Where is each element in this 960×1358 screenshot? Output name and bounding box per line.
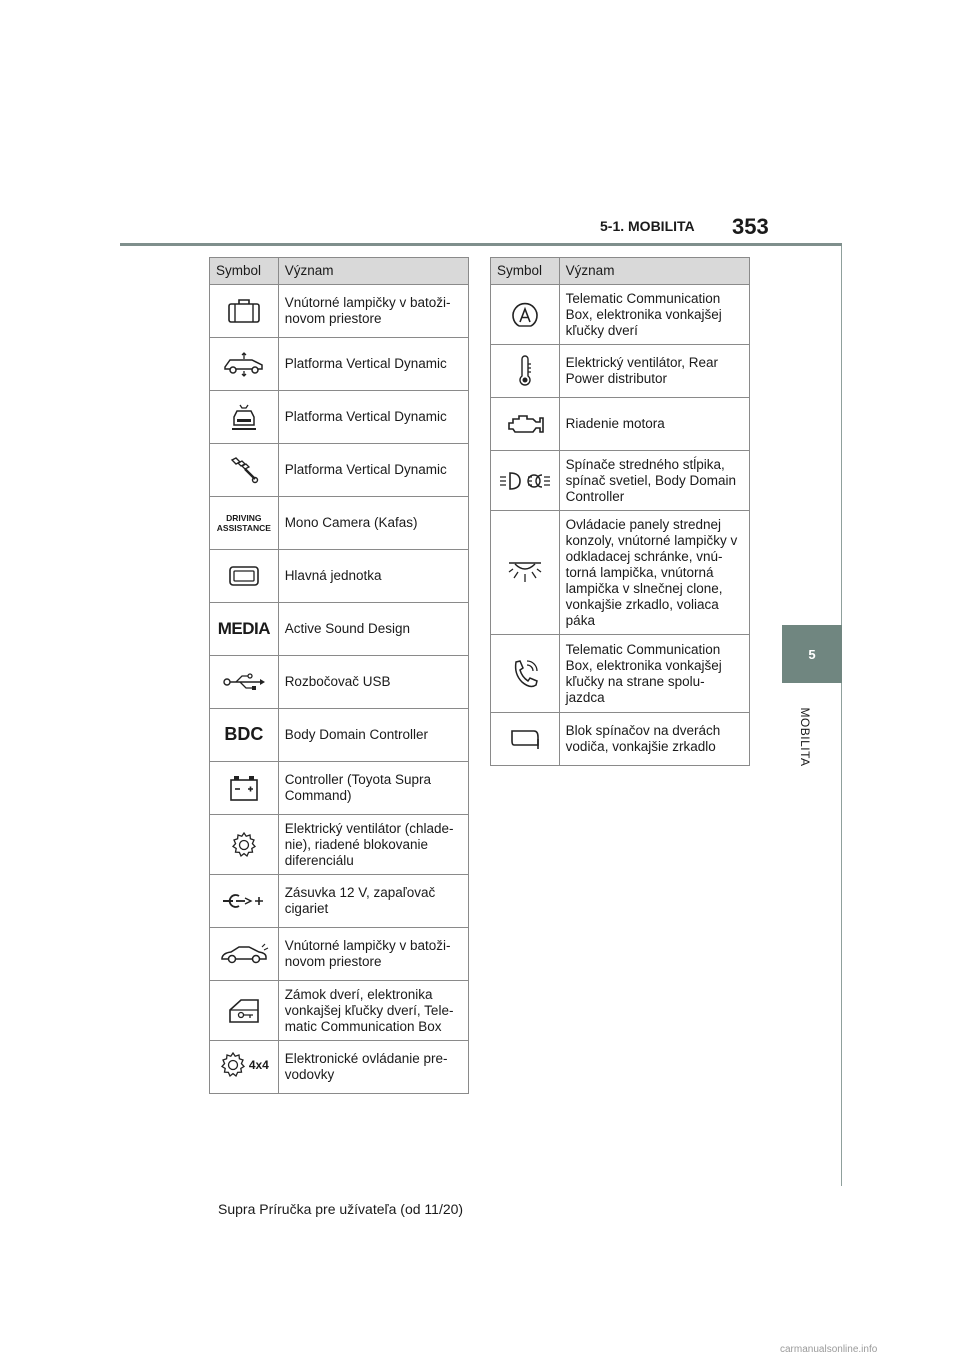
- symbol-table-left: [209, 257, 469, 1094]
- luggage-icon: [214, 298, 274, 324]
- display-unit-icon: [214, 565, 274, 587]
- meaning-cell: Zásuvka 12 V, zapaľovač cigariet: [278, 875, 468, 928]
- table-row: [210, 550, 469, 603]
- interior-light-icon: [495, 560, 555, 586]
- table-row: [210, 981, 469, 1041]
- table-row: [210, 285, 469, 338]
- table-row: [210, 875, 469, 928]
- side-tab-line: [841, 246, 842, 1186]
- table-row: [210, 338, 469, 391]
- meaning-cell: Platforma Vertical Dynamic: [278, 444, 468, 497]
- meaning-cell: Elektrický ventilátor (chlade-nie), riadené blokovanie diferenciálu: [278, 815, 468, 875]
- col-meaning-header: Význam: [278, 258, 468, 285]
- table-row: [491, 285, 750, 345]
- thermometer-icon: [495, 355, 555, 387]
- col-symbol-header: Symbol: [491, 258, 560, 285]
- col-meaning-header: Význam: [559, 258, 749, 285]
- table-row: [491, 511, 750, 635]
- table-header-row: [491, 258, 750, 285]
- door-key-icon: [214, 998, 274, 1024]
- table-row: [210, 656, 469, 709]
- meaning-cell: Platforma Vertical Dynamic: [278, 391, 468, 444]
- section-title: 5-1. MOBILITA: [600, 218, 695, 234]
- usb-icon: [214, 672, 274, 692]
- meaning-cell: Platforma Vertical Dynamic: [278, 338, 468, 391]
- table-header-row: [210, 258, 469, 285]
- meaning-cell: Telematic Communication Box, elektronika vonkajšej kľučky dverí: [559, 285, 749, 345]
- table-row: [491, 451, 750, 511]
- engine-icon: [495, 411, 555, 437]
- phone-icon: [495, 658, 555, 690]
- suv-height-icon: [214, 351, 274, 377]
- table-row: [210, 1041, 469, 1094]
- meaning-cell: Mono Camera (Kafas): [278, 497, 468, 550]
- meaning-cell: Ovládacie panely strednej konzoly, vnútorné lampičky v odkladacej schránke, vnú-torná lampička, vnútorná lampička v slnečnej clone, vonkajšie zrkadlo, voliaca páka: [559, 511, 749, 635]
- emergency-call-icon: [495, 300, 555, 330]
- driving-assistance-icon: DRIVING ASSISTANCE: [216, 513, 271, 533]
- chapter-tab[interactable]: 5: [782, 625, 842, 683]
- table-row: [491, 713, 750, 766]
- meaning-cell: Rozbočovač USB: [278, 656, 468, 709]
- table-row: [210, 815, 469, 875]
- table-row: [210, 709, 469, 762]
- table-row: [210, 444, 469, 497]
- sports-car-icon: [214, 942, 274, 966]
- mirror-switch-icon: [495, 727, 555, 751]
- meaning-cell: Spínače stredného stĺpika, spínač svetiel, Body Domain Controller: [559, 451, 749, 511]
- meaning-cell: Telematic Communication Box, elektronika vonkajšej kľučky na strane spolu-jazdca: [559, 635, 749, 713]
- table-row: [491, 635, 750, 713]
- meaning-cell: Active Sound Design: [278, 603, 468, 656]
- headlight-icon: [495, 470, 555, 492]
- table-row: [210, 603, 469, 656]
- car-front-damper-icon: [214, 402, 274, 432]
- watermark[interactable]: carmanualsonline.info: [780, 1344, 878, 1355]
- page-number: 353: [732, 214, 769, 239]
- chapter-label: MOBILITA: [798, 707, 812, 767]
- header-rule: [120, 243, 842, 246]
- gear-icon: [214, 831, 274, 859]
- meaning-cell: Elektrický ventilátor, Rear Power distributor: [559, 345, 749, 398]
- table-row: [210, 762, 469, 815]
- meaning-cell: Elektronické ovládanie pre-vodovky: [278, 1041, 468, 1094]
- symbol-table-right: [490, 257, 750, 766]
- table-row: [210, 391, 469, 444]
- meaning-cell: Hlavná jednotka: [278, 550, 468, 603]
- socket-12v-icon: [214, 891, 274, 911]
- meaning-cell: Controller (Toyota Supra Command): [278, 762, 468, 815]
- footer-text: Supra Príručka pre užívateľa (od 11/20): [218, 1201, 464, 1217]
- meaning-cell: Riadenie motora: [559, 398, 749, 451]
- table-row: [210, 497, 469, 550]
- media-icon: MEDIA: [217, 618, 270, 638]
- gear-4x4-icon: 4x4: [219, 1051, 269, 1079]
- meaning-cell: Body Domain Controller: [278, 709, 468, 762]
- meaning-cell: Blok spínačov na dverách vodiča, vonkajšie zrkadlo: [559, 713, 749, 766]
- table-row: [491, 345, 750, 398]
- col-symbol-header: Symbol: [210, 258, 279, 285]
- meaning-cell: Vnútorné lampičky v batoži-novom priestore: [278, 285, 468, 338]
- battery-icon: [214, 774, 274, 802]
- bdc-icon: BDC: [224, 724, 264, 744]
- shock-absorber-icon: [214, 456, 274, 484]
- table-row: [491, 398, 750, 451]
- table-row: [210, 928, 469, 981]
- meaning-cell: Vnútorné lampičky v batoži-novom priestore: [278, 928, 468, 981]
- meaning-cell: Zámok dverí, elektronika vonkajšej kľučky dverí, Tele-matic Communication Box: [278, 981, 468, 1041]
